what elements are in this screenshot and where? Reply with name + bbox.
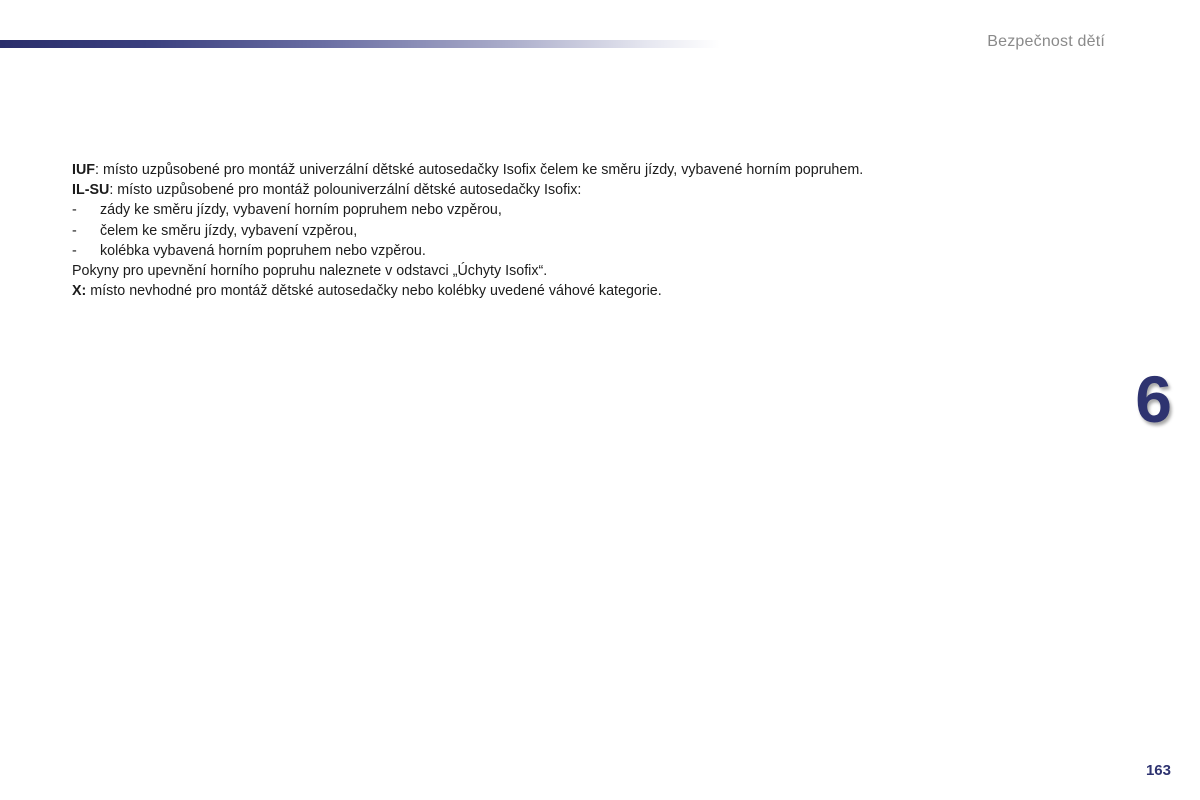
bullet-dash: -: [72, 222, 77, 239]
x-term: X:: [72, 283, 87, 300]
list-item-text: kolébka vybavená horním popruhem nebo vzpěrou.: [100, 242, 426, 259]
ilsu-text: : místo uzpůsobené pro montáž polouniverzální dětské autosedačky Isofix:: [109, 182, 582, 199]
iuf-text: : místo uzpůsobené pro montáž univerzální dětské autosedačky Isofix čelem ke směru jízdy, vybavené horním popruhem.: [95, 162, 864, 178]
x-text: místo nevhodné pro montáž dětské autosedačky nebo kolébky uvedené váhové kategorie.: [86, 283, 662, 300]
x-definition: [72, 281, 972, 301]
header-gradient-bar: [0, 40, 720, 48]
page-number: 163: [1145, 762, 1171, 779]
iuf-term: IUF: [72, 162, 96, 178]
list-item: [72, 200, 972, 220]
chapter-number: 6: [1135, 362, 1172, 436]
list-item-text: zády ke směru jízdy, vybavení horním popruhem nebo vzpěrou,: [100, 202, 502, 219]
instructions-text: Pokyny pro upevnění horního popruhu naleznete v odstavci „Úchyty Isofix“.: [72, 263, 548, 280]
section-title: Bezpečnost dětí: [987, 33, 1105, 50]
list-item: [72, 241, 972, 261]
bullet-dash: -: [72, 242, 77, 259]
iuf-definition: [72, 160, 972, 180]
page-content: [72, 160, 972, 301]
ilsu-definition: [72, 180, 972, 200]
list-item: [72, 221, 972, 241]
ilsu-term: IL-SU: [72, 182, 110, 199]
list-item-text: čelem ke směru jízdy, vybavení vzpěrou,: [100, 222, 358, 239]
bullet-dash: -: [72, 202, 77, 219]
